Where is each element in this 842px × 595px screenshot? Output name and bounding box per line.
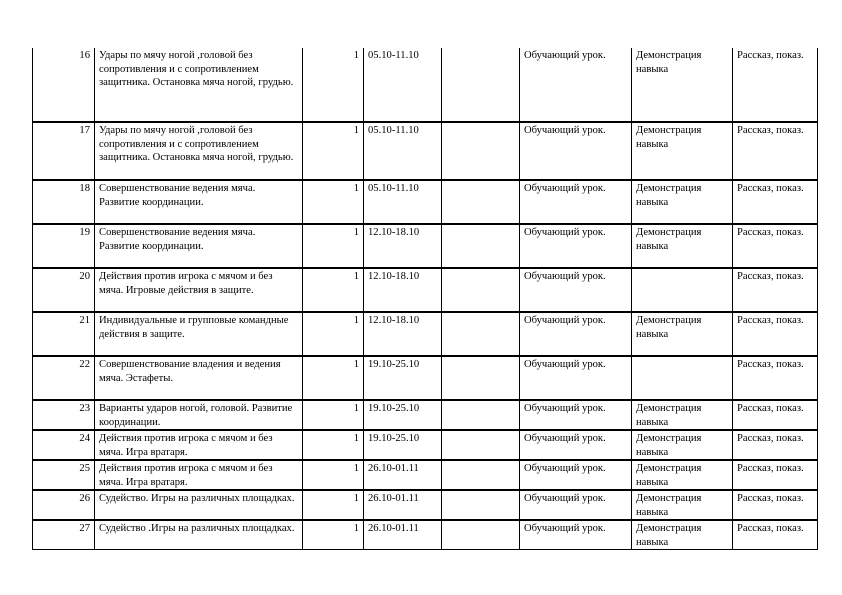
teaching-method-cell: Демонстрация навыка <box>632 224 733 268</box>
teaching-method-cell: Демонстрация навыка <box>632 490 733 520</box>
control-form-cell: Рассказ, показ. <box>733 312 818 356</box>
teaching-method-cell: Демонстрация навыка <box>632 312 733 356</box>
control-form-cell: Рассказ, показ. <box>733 180 818 224</box>
hours-cell: 1 <box>303 312 364 356</box>
teaching-method-cell <box>632 356 733 400</box>
planned-date-cell: 19.10-25.10 <box>364 430 442 460</box>
teaching-method-cell: Демонстрация навыка <box>632 460 733 490</box>
control-form-cell: Рассказ, показ. <box>733 430 818 460</box>
planned-date-cell: 05.10-11.10 <box>364 48 442 122</box>
lesson-plan-table <box>32 48 818 550</box>
table-body <box>33 48 818 550</box>
hours-cell: 1 <box>303 224 364 268</box>
planned-date-cell: 19.10-25.10 <box>364 356 442 400</box>
lesson-topic-cell: Совершенствование ведения мяча. Развитие координации. <box>95 180 303 224</box>
teaching-method-cell: Демонстрация навыка <box>632 520 733 550</box>
table-row <box>33 520 818 550</box>
table-row <box>33 490 818 520</box>
control-form-cell: Рассказ, показ. <box>733 520 818 550</box>
lesson-type-cell: Обучающий урок. <box>520 520 632 550</box>
actual-date-cell <box>442 268 520 312</box>
table-row <box>33 268 818 312</box>
row-number-cell: 19 <box>33 224 95 268</box>
lesson-type-cell: Обучающий урок. <box>520 180 632 224</box>
control-form-cell: Рассказ, показ. <box>733 268 818 312</box>
table-row <box>33 48 818 122</box>
control-form-cell: Рассказ, показ. <box>733 122 818 180</box>
lesson-type-cell: Обучающий урок. <box>520 430 632 460</box>
lesson-topic-cell: Судейство. Игры на различных площадках. <box>95 490 303 520</box>
planned-date-cell: 05.10-11.10 <box>364 122 442 180</box>
lesson-type-cell: Обучающий урок. <box>520 268 632 312</box>
planned-date-cell: 12.10-18.10 <box>364 312 442 356</box>
control-form-cell: Рассказ, показ. <box>733 400 818 430</box>
planned-date-cell: 19.10-25.10 <box>364 400 442 430</box>
actual-date-cell <box>442 224 520 268</box>
lesson-type-cell: Обучающий урок. <box>520 48 632 122</box>
teaching-method-cell: Демонстрация навыка <box>632 400 733 430</box>
row-number-cell: 23 <box>33 400 95 430</box>
table-row <box>33 400 818 430</box>
hours-cell: 1 <box>303 490 364 520</box>
table-row <box>33 180 818 224</box>
table-row <box>33 312 818 356</box>
planned-date-cell: 26.10-01.11 <box>364 460 442 490</box>
lesson-type-cell: Обучающий урок. <box>520 460 632 490</box>
teaching-method-cell: Демонстрация навыка <box>632 122 733 180</box>
hours-cell: 1 <box>303 400 364 430</box>
actual-date-cell <box>442 430 520 460</box>
planned-date-cell: 26.10-01.11 <box>364 490 442 520</box>
actual-date-cell <box>442 490 520 520</box>
lesson-topic-cell: Действия против игрока с мячом и без мяча. Игровые действия в защите. <box>95 268 303 312</box>
row-number-cell: 27 <box>33 520 95 550</box>
row-number-cell: 16 <box>33 48 95 122</box>
row-number-cell: 17 <box>33 122 95 180</box>
lesson-topic-cell: Совершенствование ведения мяча. Развитие координации. <box>95 224 303 268</box>
control-form-cell: Рассказ, показ. <box>733 48 818 122</box>
actual-date-cell <box>442 460 520 490</box>
row-number-cell: 24 <box>33 430 95 460</box>
actual-date-cell <box>442 180 520 224</box>
control-form-cell: Рассказ, показ. <box>733 490 818 520</box>
table-row <box>33 224 818 268</box>
table-row <box>33 460 818 490</box>
planned-date-cell: 12.10-18.10 <box>364 268 442 312</box>
lesson-topic-cell: Совершенствование владения и ведения мяча. Эстафеты. <box>95 356 303 400</box>
teaching-method-cell: Демонстрация навыка <box>632 48 733 122</box>
hours-cell: 1 <box>303 122 364 180</box>
lesson-topic-cell: Действия против игрока с мячом и без мяча. Игра вратаря. <box>95 430 303 460</box>
table-row <box>33 430 818 460</box>
teaching-method-cell: Демонстрация навыка <box>632 180 733 224</box>
hours-cell: 1 <box>303 356 364 400</box>
planned-date-cell: 12.10-18.10 <box>364 224 442 268</box>
lesson-topic-cell: Удары по мячу ногой ,головой без сопротивления и с сопротивлением защитника. Остановка мяча ногой, грудью. <box>95 48 303 122</box>
row-number-cell: 26 <box>33 490 95 520</box>
control-form-cell: Рассказ, показ. <box>733 460 818 490</box>
row-number-cell: 22 <box>33 356 95 400</box>
hours-cell: 1 <box>303 520 364 550</box>
actual-date-cell <box>442 312 520 356</box>
row-number-cell: 25 <box>33 460 95 490</box>
control-form-cell: Рассказ, показ. <box>733 224 818 268</box>
lesson-topic-cell: Индивидуальные и групповые командные действия в защите. <box>95 312 303 356</box>
lesson-type-cell: Обучающий урок. <box>520 312 632 356</box>
lesson-topic-cell: Судейство .Игры на различных площадках. <box>95 520 303 550</box>
table-row <box>33 356 818 400</box>
row-number-cell: 18 <box>33 180 95 224</box>
teaching-method-cell: Демонстрация навыка <box>632 430 733 460</box>
actual-date-cell <box>442 122 520 180</box>
planned-date-cell: 26.10-01.11 <box>364 520 442 550</box>
teaching-method-cell <box>632 268 733 312</box>
hours-cell: 1 <box>303 268 364 312</box>
row-number-cell: 20 <box>33 268 95 312</box>
control-form-cell: Рассказ, показ. <box>733 356 818 400</box>
lesson-type-cell: Обучающий урок. <box>520 122 632 180</box>
hours-cell: 1 <box>303 430 364 460</box>
lesson-topic-cell: Варианты ударов ногой, головой. Развитие координации. <box>95 400 303 430</box>
actual-date-cell <box>442 356 520 400</box>
table-row <box>33 122 818 180</box>
lesson-type-cell: Обучающий урок. <box>520 400 632 430</box>
planned-date-cell: 05.10-11.10 <box>364 180 442 224</box>
row-number-cell: 21 <box>33 312 95 356</box>
hours-cell: 1 <box>303 460 364 490</box>
actual-date-cell <box>442 48 520 122</box>
actual-date-cell <box>442 400 520 430</box>
lesson-topic-cell: Действия против игрока с мячом и без мяча. Игра вратаря. <box>95 460 303 490</box>
lesson-type-cell: Обучающий урок. <box>520 490 632 520</box>
hours-cell: 1 <box>303 48 364 122</box>
lesson-topic-cell: Удары по мячу ногой ,головой без сопротивления и с сопротивлением защитника. Остановка мяча ногой, грудью. <box>95 122 303 180</box>
lesson-type-cell: Обучающий урок. <box>520 224 632 268</box>
lesson-type-cell: Обучающий урок. <box>520 356 632 400</box>
hours-cell: 1 <box>303 180 364 224</box>
actual-date-cell <box>442 520 520 550</box>
